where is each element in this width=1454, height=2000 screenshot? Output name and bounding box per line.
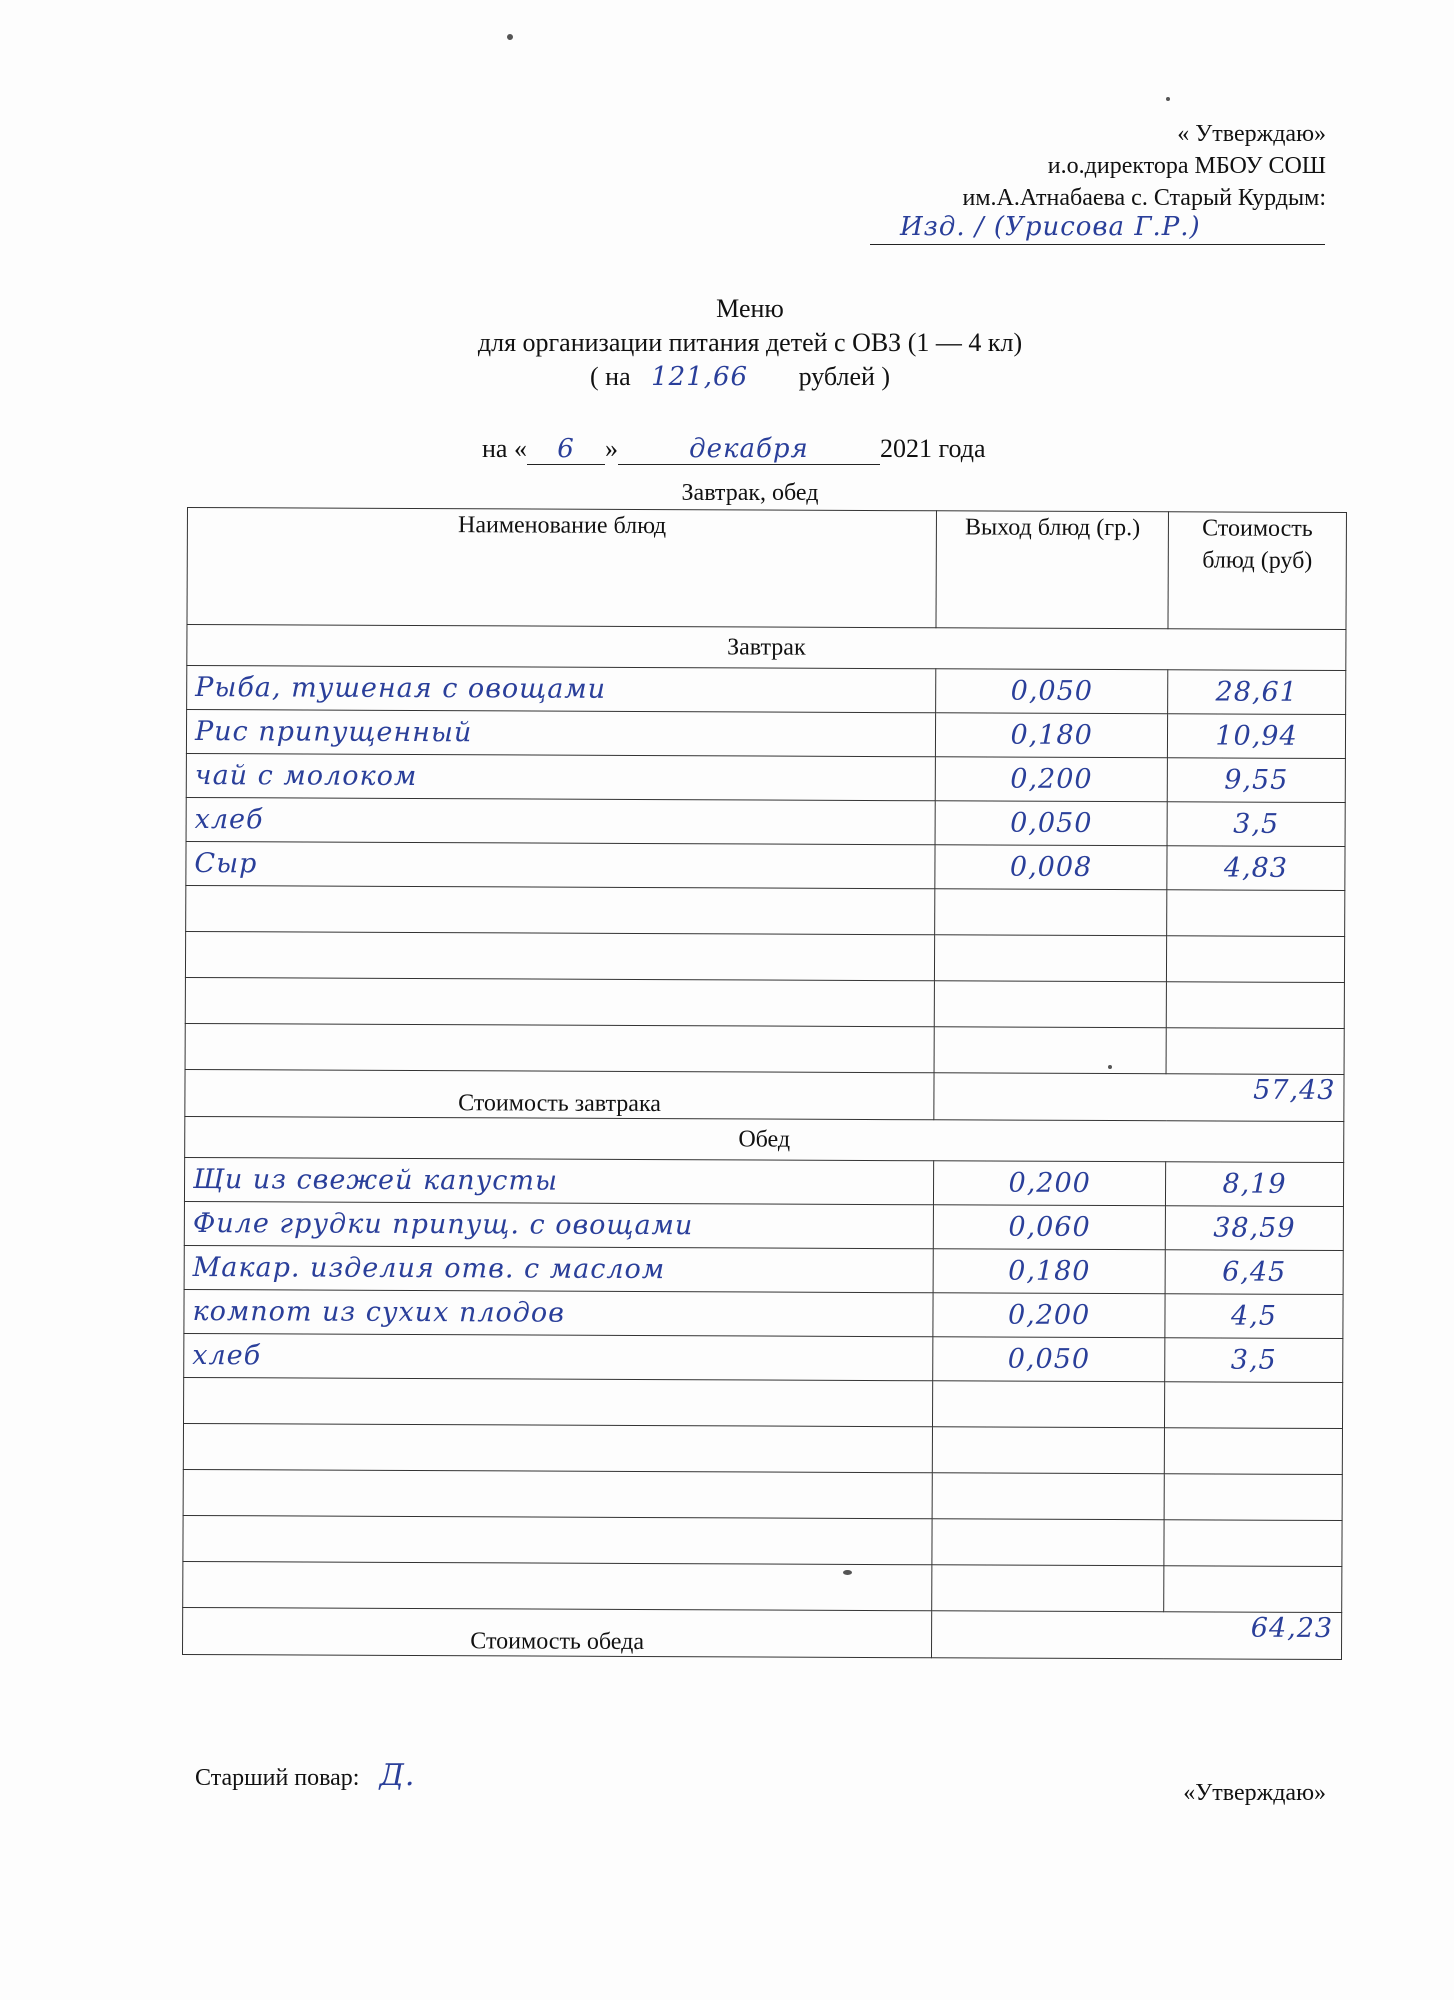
dish-cost: 4,5 bbox=[1165, 1294, 1343, 1339]
lunch-total-label: Стоимость обеда bbox=[182, 1607, 931, 1657]
dish-name: чай с молоком bbox=[186, 753, 935, 800]
dish-weight: 0,200 bbox=[933, 1293, 1165, 1338]
dish-cost: 6,45 bbox=[1165, 1250, 1343, 1295]
empty-row bbox=[184, 1377, 1343, 1428]
empty-row bbox=[183, 1469, 1342, 1520]
dish-name: Макар. изделия отв. с маслом bbox=[184, 1245, 933, 1292]
title-menu: Меню bbox=[716, 294, 784, 323]
empty-row bbox=[183, 1515, 1342, 1566]
dish-cost: 4,83 bbox=[1167, 846, 1345, 891]
dish-weight: 0,060 bbox=[934, 1205, 1166, 1250]
approval-block bbox=[963, 118, 1327, 214]
empty-row bbox=[185, 977, 1344, 1028]
cook-label: Старший повар: bbox=[195, 1765, 360, 1791]
cook-signature-block bbox=[195, 1758, 415, 1793]
table-row bbox=[184, 1333, 1343, 1382]
director-signature: Изд. / (Урисова Г.Р.) bbox=[900, 212, 1201, 242]
date-month: декабря bbox=[618, 434, 880, 465]
date-line bbox=[482, 434, 986, 465]
dish-weight: 0,050 bbox=[935, 801, 1167, 846]
breakfast-section-label: Завтрак bbox=[187, 625, 1346, 671]
price-prefix: ( на bbox=[590, 362, 631, 391]
empty-row bbox=[185, 1023, 1344, 1074]
date-prefix: на « bbox=[482, 434, 527, 463]
cook-signature: Д. bbox=[379, 1758, 416, 1793]
table-row bbox=[186, 710, 1345, 759]
dish-name: Сыр bbox=[186, 841, 935, 888]
breakfast-total-label: Стоимость завтрака bbox=[185, 1069, 934, 1119]
dish-name: Рис припущенный bbox=[186, 710, 935, 757]
dish-cost: 9,55 bbox=[1167, 758, 1345, 803]
approve-label: « Утверждаю» bbox=[1177, 121, 1326, 147]
director-position-line1: и.о.директора МБОУ СОШ bbox=[1047, 153, 1326, 179]
empty-row bbox=[186, 885, 1345, 936]
document-title bbox=[0, 292, 1454, 360]
empty-row bbox=[183, 1423, 1342, 1474]
dish-weight: 0,050 bbox=[933, 1337, 1165, 1382]
dish-name: Филе грудки припущ. с овощами bbox=[184, 1201, 933, 1248]
dish-cost: 28,61 bbox=[1168, 670, 1346, 715]
dish-name: хлеб bbox=[186, 797, 935, 844]
dish-cost: 3,5 bbox=[1165, 1338, 1343, 1383]
dish-cost: 10,94 bbox=[1167, 714, 1345, 759]
header-dish-name: Наименование блюд bbox=[187, 508, 937, 628]
dish-weight: 0,180 bbox=[936, 713, 1168, 758]
price-line bbox=[590, 362, 890, 392]
scan-speck bbox=[1166, 97, 1170, 101]
lunch-section-label: Обед bbox=[185, 1116, 1344, 1162]
dish-weight: 0,050 bbox=[936, 669, 1168, 714]
dish-weight: 0,200 bbox=[934, 1161, 1166, 1206]
dish-weight: 0,180 bbox=[933, 1249, 1165, 1294]
director-position-line2: им.А.Атнабаева с. Старый Курдым: bbox=[962, 185, 1326, 211]
lunch-total-row bbox=[182, 1607, 1341, 1659]
dish-weight: 0,200 bbox=[935, 757, 1167, 802]
scan-speck bbox=[1108, 1065, 1112, 1069]
header-cost: Стоимость блюд (руб) bbox=[1168, 512, 1346, 630]
dish-cost: 38,59 bbox=[1165, 1206, 1343, 1251]
scan-speck bbox=[507, 34, 513, 40]
meals-subtitle: Завтрак, обед bbox=[681, 480, 819, 506]
dish-name: Рыба, тушеная с овощами bbox=[187, 666, 936, 713]
empty-row bbox=[183, 1561, 1342, 1612]
table-row bbox=[184, 1245, 1343, 1294]
table-row bbox=[184, 1201, 1343, 1250]
signature-line bbox=[870, 244, 1325, 245]
footer-approve-label: «Утверждаю» bbox=[1183, 1780, 1326, 1806]
menu-table bbox=[182, 507, 1347, 1660]
table-row bbox=[184, 1289, 1343, 1338]
dish-weight: 0,008 bbox=[935, 845, 1167, 890]
dish-cost: 8,19 bbox=[1166, 1162, 1344, 1207]
header-weight: Выход блюд (гр.) bbox=[936, 511, 1168, 629]
dish-name: Щи из свежей капусты bbox=[184, 1157, 933, 1204]
table-row bbox=[184, 1157, 1343, 1206]
table-row bbox=[186, 841, 1345, 890]
table-row bbox=[186, 797, 1345, 846]
lunch-total-value: 64,23 bbox=[932, 1611, 1342, 1660]
date-mid: » bbox=[604, 434, 618, 463]
breakfast-total-value: 57,43 bbox=[934, 1073, 1344, 1122]
title-subtitle: для организации питания детей с ОВЗ (1 — 4 кл) bbox=[477, 328, 1023, 357]
table-header-row bbox=[187, 508, 1346, 630]
dish-name: компот из сухих плодов bbox=[184, 1289, 933, 1336]
table-row bbox=[186, 753, 1345, 802]
empty-row bbox=[185, 931, 1344, 982]
date-day: 6 bbox=[527, 434, 605, 465]
date-suffix: 2021 года bbox=[879, 434, 986, 463]
table-row bbox=[187, 666, 1346, 715]
price-value: 121,66 bbox=[651, 362, 749, 392]
scan-speck bbox=[843, 1570, 852, 1575]
dish-name: хлеб bbox=[184, 1333, 933, 1380]
price-suffix: рублей ) bbox=[798, 362, 891, 391]
breakfast-total-row bbox=[185, 1069, 1344, 1121]
dish-cost: 3,5 bbox=[1167, 802, 1345, 847]
